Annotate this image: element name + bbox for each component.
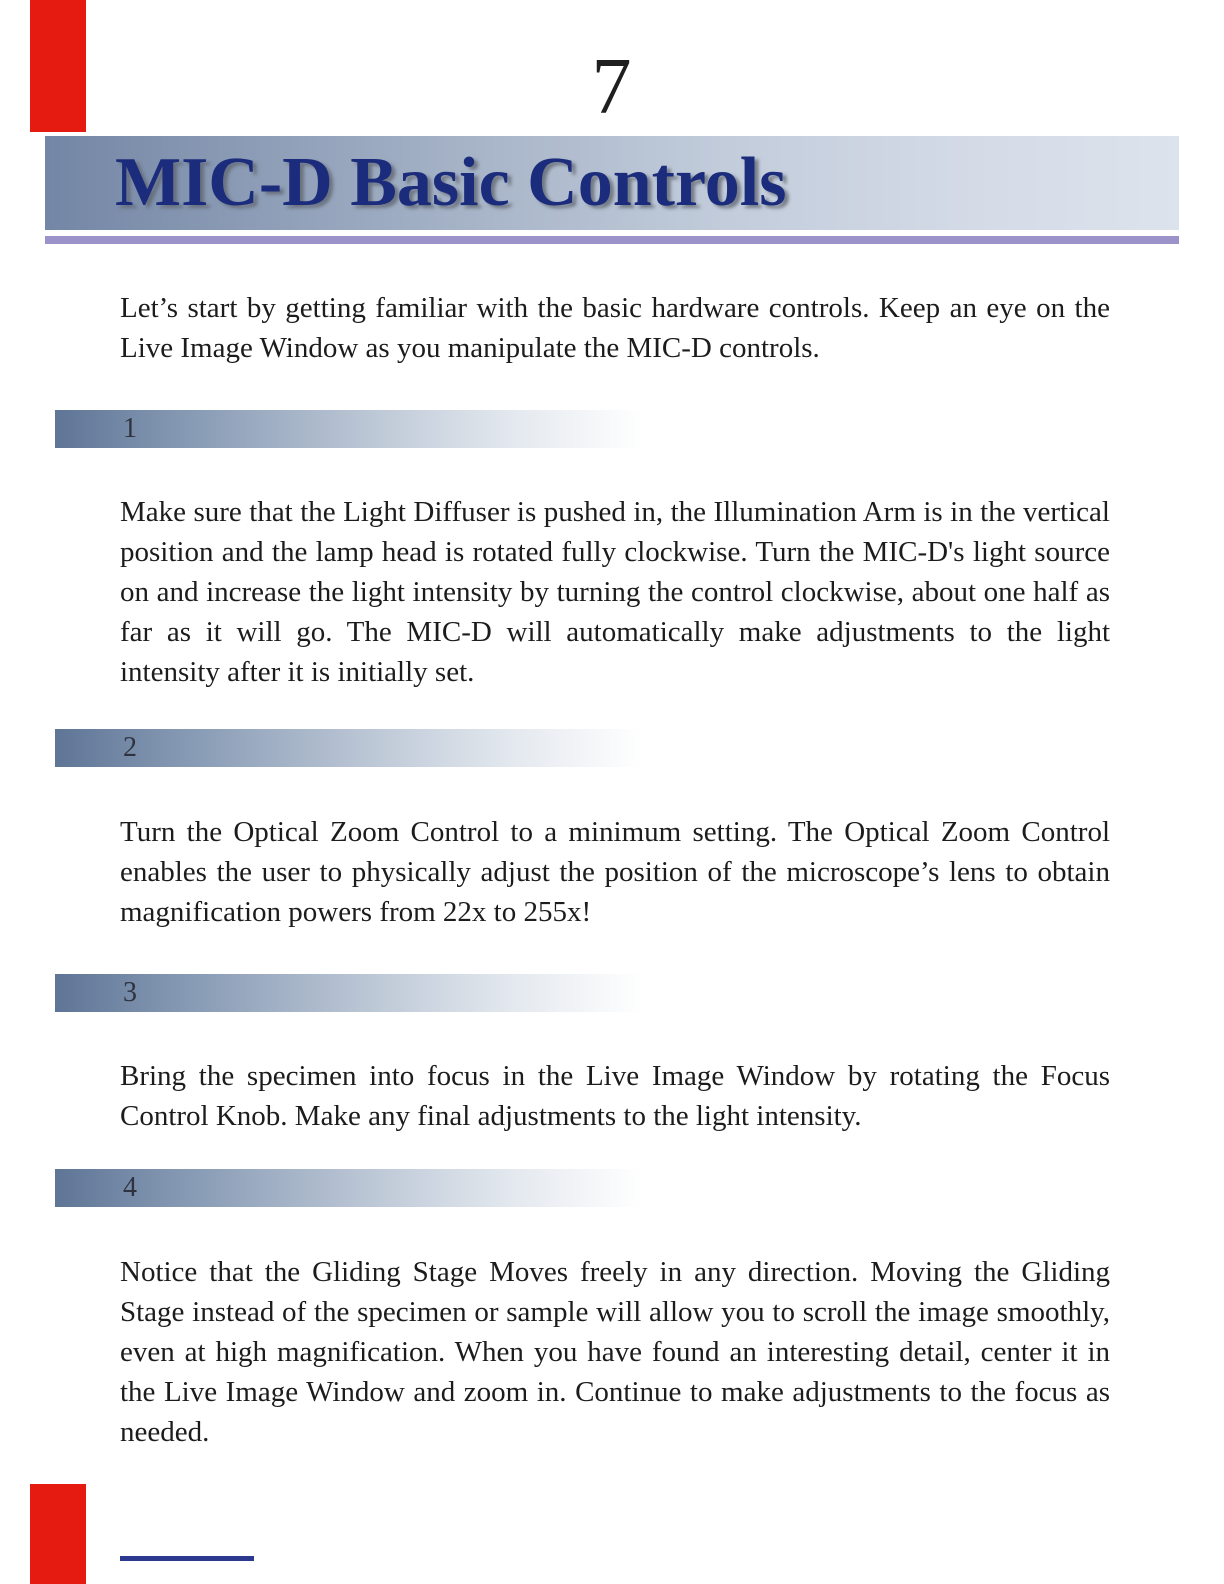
step-banner-4 (55, 1169, 643, 1207)
red-margin-stripe-bottom (30, 1484, 86, 1584)
step-paragraph-1: Make sure that the Light Diffuser is pushed in, the Illumination Arm is in the vertical position and the lamp head is rotated fully clockwise. Turn the MIC-D's light source on and increase the light intensity by turning the control clockwise, about one half as far as it will go. The MIC-D will automatically make adjustments to the light intensity after it is initially set. (120, 496, 1110, 688)
step-number-3: 3 (123, 977, 137, 1008)
footer-link-rule (120, 1556, 254, 1561)
step-banner-3 (55, 974, 643, 1012)
page-title: MIC-D Basic Controls (115, 144, 787, 221)
title-underline-rule (45, 236, 1179, 244)
step-number-2: 2 (123, 732, 137, 763)
step-paragraph-3: Bring the specimen into focus in the Live Image Window by rotating the Focus Control Knob. Make any final adjustments to the light intensity. (120, 1060, 1110, 1132)
step-number-1: 1 (123, 413, 137, 444)
step-paragraph-2: Turn the Optical Zoom Control to a minimum setting. The Optical Zoom Control enables the user to physically adjust the position of the microscope’s lens to obtain magnification powers from 22x to 255x! (120, 816, 1110, 928)
step-paragraph-4: Notice that the Gliding Stage Moves freely in any direction. Moving the Gliding Stage instead of the specimen or sample will allow you to scroll the image smoothly, even at high magnification. When you have found an interesting detail, center it in the Live Image Window and zoom in. Continue to make adjustments to the focus as needed. (120, 1256, 1110, 1448)
title-banner (45, 136, 1179, 230)
step-number-4: 4 (123, 1172, 137, 1203)
step-banner-1 (55, 410, 643, 448)
step-banner-2 (55, 729, 643, 767)
intro-paragraph: Let’s start by getting familiar with the basic hardware controls. Keep an eye on the Live Image Window as you manipulate the MIC-D controls. (120, 292, 1110, 364)
page-number: 7 (591, 43, 633, 131)
